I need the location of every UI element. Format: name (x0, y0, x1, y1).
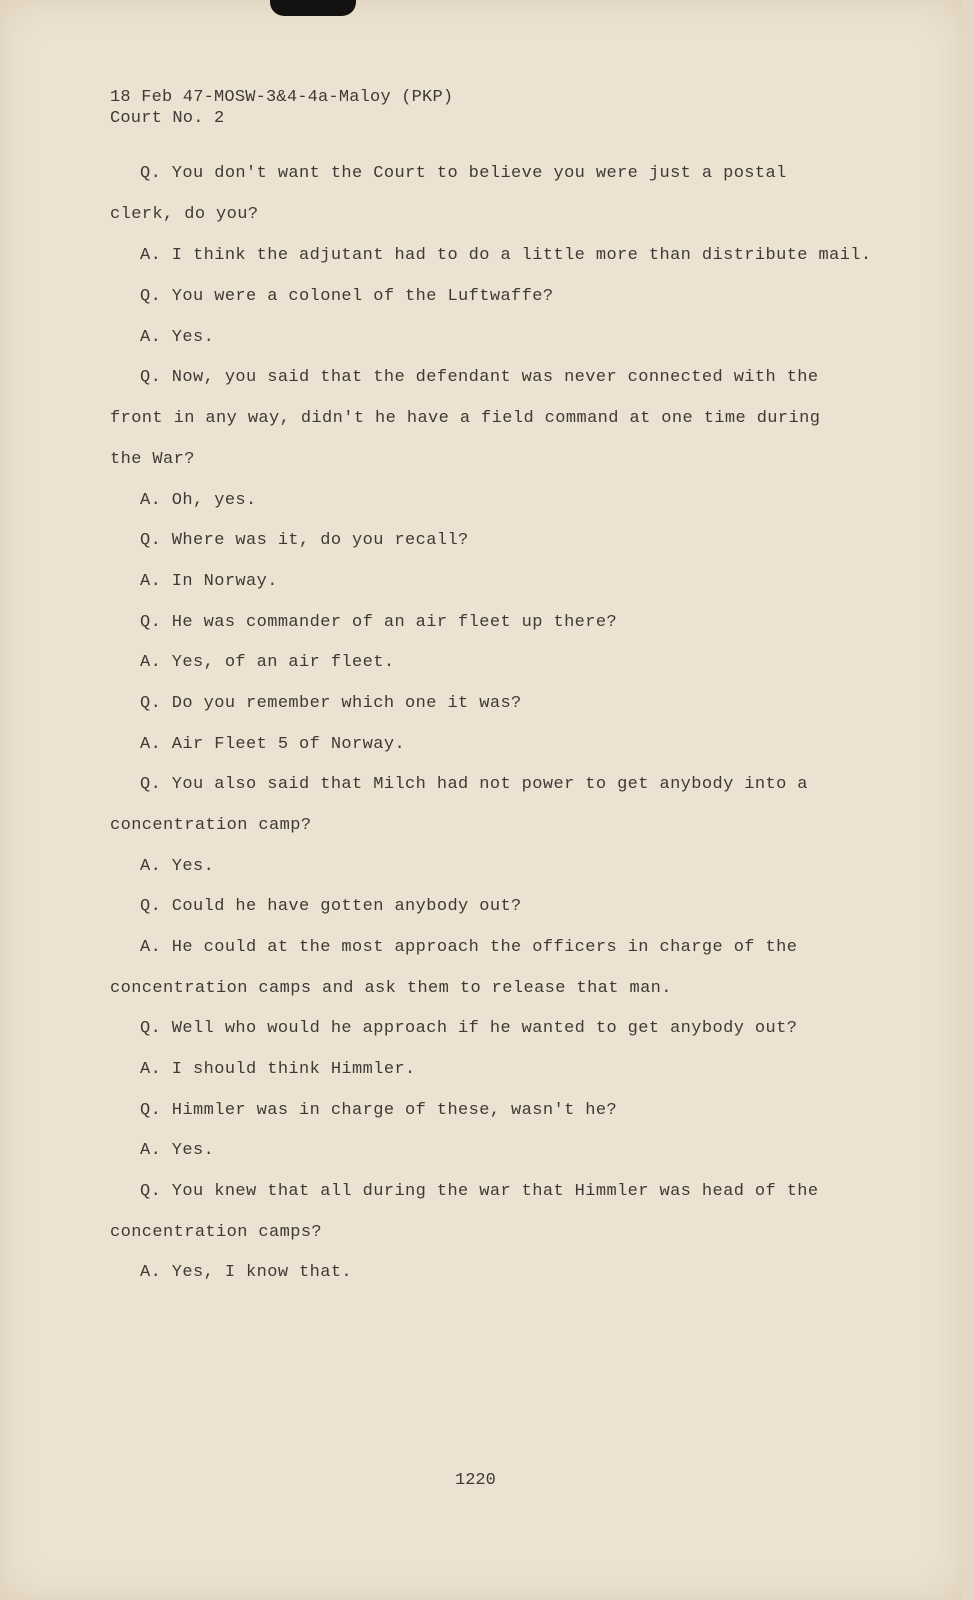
transcript-line: the War? (110, 450, 195, 469)
transcript-line: A. He could at the most approach the officers in charge of the (140, 938, 798, 957)
transcript-line: A. Yes, I know that. (140, 1263, 353, 1282)
transcript-line: A. Yes. (140, 328, 215, 347)
transcript-line: concentration camp? (110, 816, 312, 835)
transcript-line: A. I should think Himmler. (140, 1060, 416, 1079)
transcript-line: A. I think the adjutant had to do a little more than distribute mail. (140, 246, 872, 265)
transcript-line: Q. Where was it, do you recall? (140, 531, 469, 550)
transcript-line: concentration camps and ask them to release that man. (110, 979, 672, 998)
transcript-line: Q. You were a colonel of the Luftwaffe? (140, 287, 554, 306)
transcript-line: Q. You also said that Milch had not power to get anybody into a (140, 775, 808, 794)
transcript-line: front in any way, didn't he have a field command at one time during (110, 409, 821, 428)
header-court-number: Court No. 2 (110, 109, 225, 128)
transcript-line: Q. Himmler was in charge of these, wasn't he? (140, 1101, 618, 1120)
transcript-line: Q. You knew that all during the war that Himmler was head of the (140, 1182, 819, 1201)
transcript-line: A. Air Fleet 5 of Norway. (140, 735, 406, 754)
transcript-line: Q. Do you remember which one it was? (140, 694, 522, 713)
transcript-line: A. Yes, of an air fleet. (140, 653, 395, 672)
transcript-line: A. In Norway. (140, 572, 278, 591)
page-number: 1220 (455, 1471, 496, 1490)
transcript-line: clerk, do you? (110, 205, 259, 224)
header-reference: 18 Feb 47-MOSW-3&4-4a-Maloy (PKP) (110, 88, 454, 107)
transcript-line: A. Yes. (140, 857, 215, 876)
transcript-line: Q. He was commander of an air fleet up there? (140, 613, 618, 632)
transcript-line: A. Yes. (140, 1141, 215, 1160)
transcript-line: Q. Well who would he approach if he wanted to get anybody out? (140, 1019, 798, 1038)
transcript-line: Q. Now, you said that the defendant was never connected with the (140, 368, 819, 387)
transcript-line: concentration camps? (110, 1223, 323, 1242)
page-edge (962, 0, 974, 1600)
transcript-line: Q. Could he have gotten anybody out? (140, 897, 522, 916)
transcript-line: A. Oh, yes. (140, 491, 257, 510)
binder-clip (270, 0, 356, 16)
transcript-line: Q. You don't want the Court to believe you were just a postal (140, 164, 787, 183)
